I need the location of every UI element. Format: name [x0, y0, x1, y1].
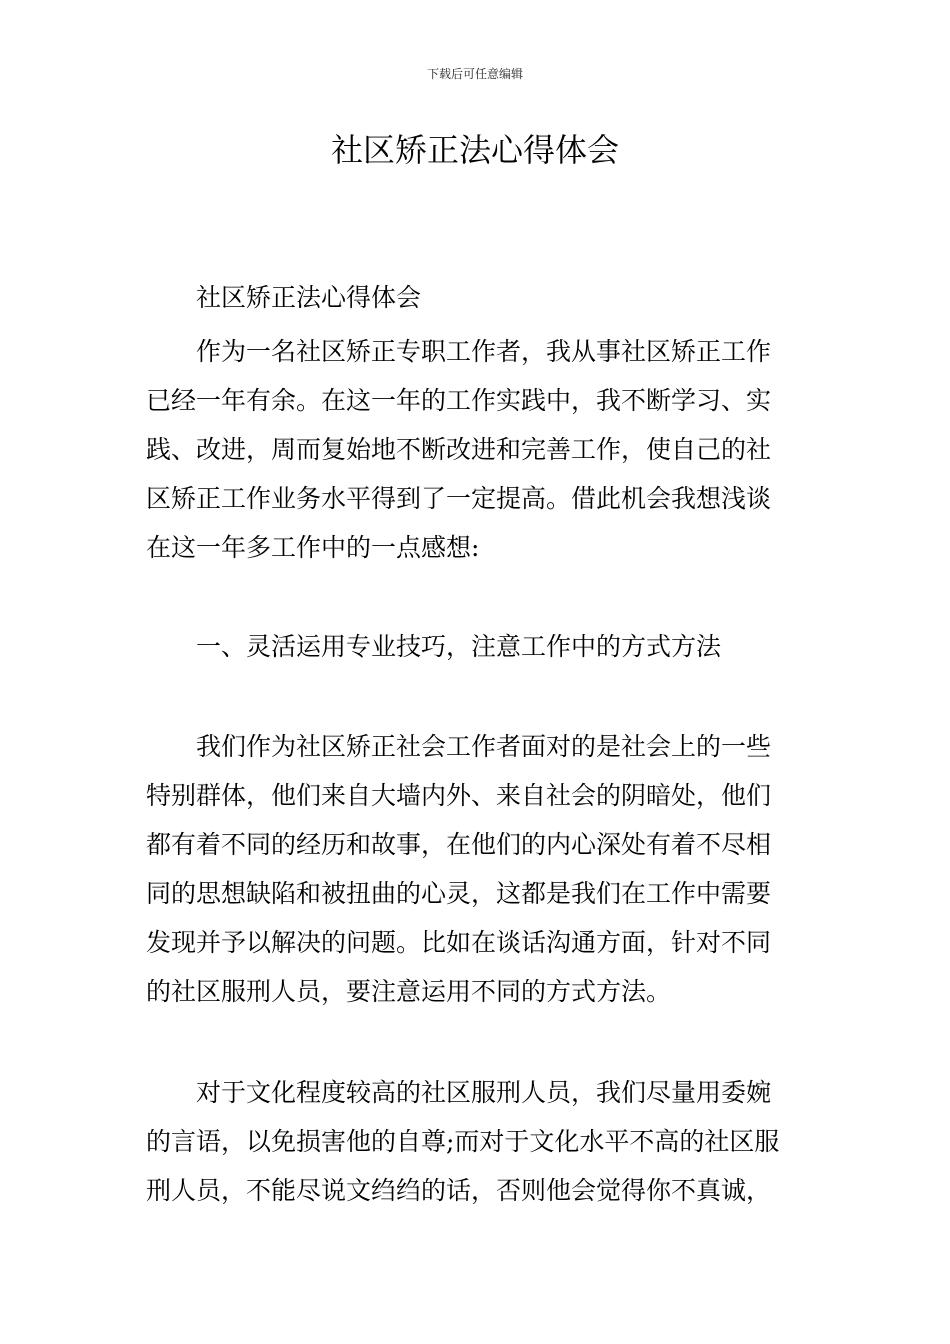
text-line: 践、改进，周而复始地不断改进和完善工作，使自己的社	[146, 435, 772, 464]
subtitle-paragraph	[146, 273, 806, 322]
document-title: 社区矫正法心得体会	[330, 131, 619, 169]
text-line: 特别群体，他们来自大墙内外、来自社会的阴暗处，他们	[146, 781, 772, 810]
text-line: 的言语，以免损害他的自尊;而对于文化水平不高的社区服	[146, 1127, 780, 1156]
body-paragraph-2	[146, 722, 806, 1016]
text-line: 区矫正工作业务水平得到了一定提高。借此机会我想浅谈	[146, 484, 772, 513]
text-line: 社区矫正法心得体会	[196, 283, 422, 312]
header-note: 下载后可任意编辑	[426, 67, 523, 81]
text-line: 我们作为社区矫正社会工作者面对的是社会上的一些	[196, 732, 772, 761]
text-line: 发现并予以解决的问题。比如在谈话沟通方面，针对不同	[146, 928, 772, 957]
section-heading-1	[146, 622, 806, 671]
body-paragraph-3	[146, 1068, 806, 1215]
text-line: 刑人员，不能尽说文绉绉的话，否则他会觉得你不真诚，	[146, 1176, 772, 1205]
text-line: 的社区服刑人员，要注意运用不同的方式方法。	[146, 977, 672, 1006]
text-line: 对于文化程度较高的社区服刑人员，我们尽量用委婉	[196, 1078, 772, 1107]
text-line: 已经一年有余。在这一年的工作实践中，我不断学习、实	[146, 386, 772, 415]
text-line: 在这一年多工作中的一点感想:	[146, 533, 480, 562]
text-line: 同的思想缺陷和被扭曲的心灵，这都是我们在工作中需要	[146, 879, 772, 908]
intro-paragraph	[146, 327, 806, 572]
text-line: 作为一名社区矫正专职工作者，我从事社区矫正工作	[196, 337, 772, 366]
text-line: 一、灵活运用专业技巧，注意工作中的方式方法	[196, 632, 722, 661]
text-line: 都有着不同的经历和故事，在他们的内心深处有着不尽相	[146, 830, 772, 859]
